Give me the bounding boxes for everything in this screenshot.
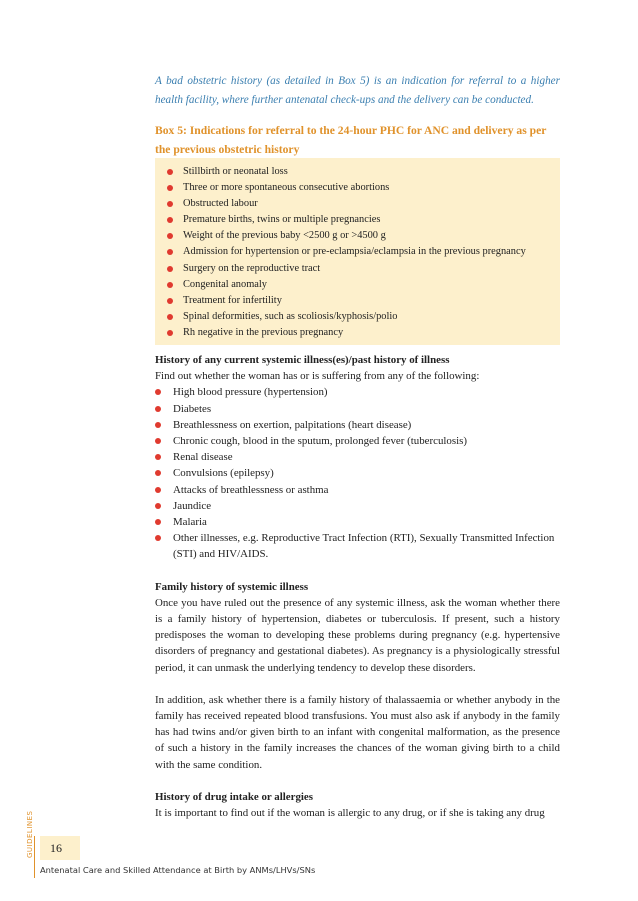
list-item	[155, 465, 560, 481]
list-item-text: High blood pressure (hypertension)	[173, 386, 328, 399]
list-item	[155, 433, 560, 449]
family-paragraph-2: In addition, ask whether there is a family history of thalassaemia or whether anybody in the family has received repeated blood transfusions. You must also ask if anybody in the family has had twins and/or given birth to an infant with congenital malformation, as the presence of such a history in the family increases the chances of the woman giving birth to a child with the same condition.	[155, 693, 560, 771]
list-item-text: Treatment for infertility	[183, 294, 282, 306]
intro-paragraph: A bad obstetric history (as detailed in Box 5) is an indication for referral to a higher health facility, where further antenatal check-ups and the delivery can be conducted.	[155, 75, 560, 106]
list-item-text: Diabetes	[173, 402, 212, 415]
list-item	[155, 482, 560, 498]
main-section	[155, 352, 560, 821]
bullet-icon	[167, 249, 173, 255]
list-item	[155, 277, 560, 293]
bullet-icon	[155, 535, 161, 541]
bullet-icon	[167, 298, 173, 304]
bullet-icon	[167, 266, 173, 272]
bullet-icon	[167, 201, 173, 207]
list-item-text: Weight of the previous baby <2500 g or >4500 g	[183, 230, 386, 242]
list-item	[155, 293, 560, 309]
bullet-icon	[155, 438, 161, 444]
list-item	[155, 309, 560, 325]
bullet-icon	[167, 233, 173, 239]
drug-heading: History of drug intake or allergies	[155, 790, 313, 803]
bullet-icon	[155, 389, 161, 395]
list-item	[155, 180, 560, 196]
list-item-text: Malaria	[173, 516, 207, 529]
systemic-lead: Find out whether the woman has or is suffering from any of the following:	[155, 370, 480, 383]
bullet-icon	[167, 330, 173, 336]
list-item-text: Admission for hypertension or pre-eclampsia/eclampsia in the previous pregnancy	[183, 246, 526, 258]
footer-side-label: GUIDELINES	[26, 810, 34, 858]
list-item	[155, 384, 560, 400]
list-item-text: Jaundice	[173, 499, 212, 512]
drug-text: It is important to find out if the woman is allergic to any drug, or if she is taking any drug	[155, 807, 545, 820]
list-item-text: Chronic cough, blood in the sputum, prolonged fever (tuberculosis)	[173, 435, 467, 448]
list-item-text: Three or more spontaneous consecutive abortions	[183, 182, 390, 194]
family-heading: Family history of systemic illness	[155, 580, 309, 593]
bullet-icon	[167, 314, 173, 320]
footer-title: Antenatal Care and Skilled Attendance at Birth by ANMs/LHVs/SNs	[40, 865, 316, 875]
systemic-heading: History of any current systemic illness(es)/past history of illness	[155, 354, 450, 366]
systemic-list	[155, 384, 560, 562]
list-item-text: Convulsions (epilepsy)	[173, 467, 274, 480]
list-item	[155, 417, 560, 433]
list-item-text: Breathlessness on exertion, palpitations (heart disease)	[173, 418, 412, 431]
list-item	[155, 261, 560, 277]
list-item-text: Renal disease	[173, 451, 233, 464]
list-item-text: Rh negative in the previous pregnancy	[183, 326, 344, 338]
list-item-text: Stillbirth or neonatal loss	[183, 166, 288, 177]
list-item	[155, 164, 560, 180]
list-item	[155, 401, 560, 417]
list-item-text: Attacks of breathlessness or asthma	[173, 483, 329, 496]
list-item-text: Obstructed labour	[183, 198, 258, 210]
list-item-text: Other illnesses, e.g. Reproductive Tract Infection (RTI), Sexually Transmitted Infection (STI) and HIV/AIDS.	[173, 532, 555, 561]
list-item-text: Surgery on the reproductive tract	[183, 262, 321, 274]
list-item	[155, 530, 560, 562]
list-item	[155, 325, 560, 341]
list-item	[155, 196, 560, 212]
list-item	[155, 449, 560, 465]
list-item	[155, 212, 560, 228]
bullet-icon	[155, 487, 161, 493]
bullet-icon	[155, 519, 161, 525]
bullet-icon	[155, 422, 161, 428]
list-item-text: Spinal deformities, such as scoliosis/kyphosis/polio	[183, 310, 398, 322]
box-title: Box 5: Indications for referral to the 24-hour PHC for ANC and delivery as per the previous obstetric history	[155, 124, 547, 156]
referral-box	[155, 158, 560, 345]
list-item	[155, 514, 560, 530]
page-number: 16	[40, 836, 80, 860]
list-item-text: Premature births, twins or multiple pregnancies	[183, 214, 381, 226]
list-item	[155, 244, 560, 260]
bullet-icon	[155, 470, 161, 476]
family-paragraph-1: Once you have ruled out the presence of any systemic illness, ask the woman whether there is a family history of hypertension, diabetes or tuberculosis. If present, such a history predisposes the woman to developing these problems during pregnancy (e.g. hypertensive disorders of pregnancy and gestational diabetes). As pregnancy is a physiologically stressful period, it can unmask the underlying tendency to develop these disorders.	[155, 596, 560, 674]
bullet-icon	[167, 185, 173, 191]
bullet-icon	[167, 282, 173, 288]
bullet-icon	[155, 503, 161, 509]
list-item	[155, 228, 560, 244]
footer-divider	[34, 836, 35, 878]
list-item	[155, 498, 560, 514]
box-list	[155, 158, 560, 341]
bullet-icon	[167, 169, 173, 175]
bullet-icon	[155, 454, 161, 460]
bullet-icon	[155, 406, 161, 412]
bullet-icon	[167, 217, 173, 223]
list-item-text: Congenital anomaly	[183, 278, 267, 290]
